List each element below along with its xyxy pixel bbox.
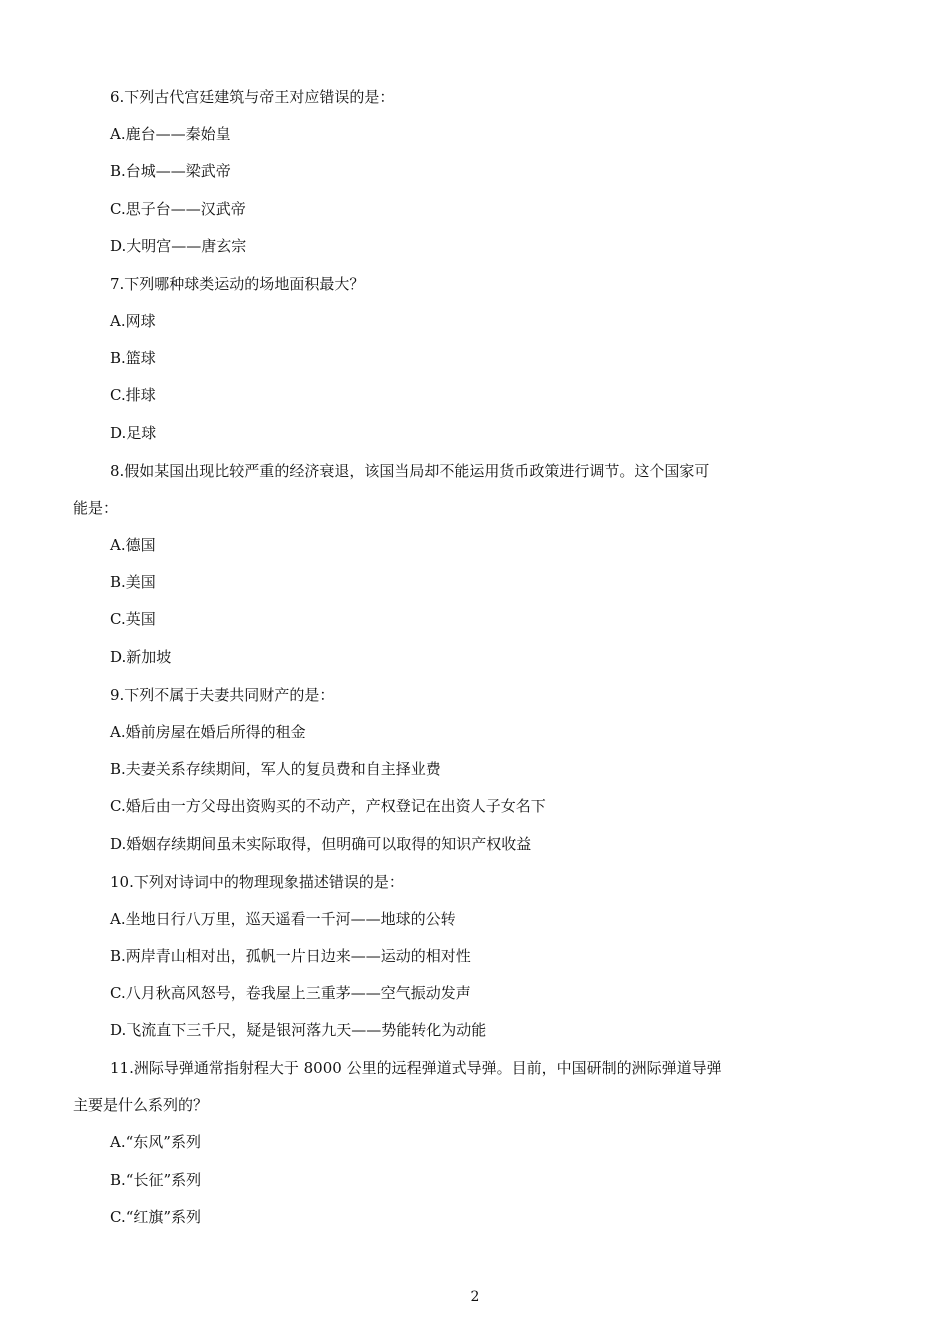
question-8-stem: 8.假如某国出现比较严重的经济衰退，该国当局却不能运用货币政策进行调节。这个国家可 — [110, 462, 710, 480]
question-7-option-d: D.足球 — [110, 424, 157, 442]
question-9-stem: 9.下列不属于夫妻共同财产的是： — [110, 686, 335, 704]
question-8-option-d: D.新加坡 — [110, 648, 172, 666]
question-8-option-a: A.德国 — [110, 536, 156, 554]
question-6-stem: 6.下列古代宫廷建筑与帝王对应错误的是： — [110, 88, 395, 106]
question-11-option-a: A.“东风”系列 — [110, 1133, 201, 1151]
question-10-option-c: C.八月秋高风怒号，卷我屋上三重茅——空气振动发声 — [110, 984, 471, 1002]
question-9-option-d: D.婚姻存续期间虽未实际取得，但明确可以取得的知识产权收益 — [110, 835, 532, 853]
question-8-option-b: B.美国 — [110, 573, 156, 591]
question-7-stem: 7.下列哪种球类运动的场地面积最大？ — [110, 275, 365, 293]
question-11-stem-continued: 主要是什么系列的？ — [73, 1096, 209, 1114]
question-9-option-c: C.婚后由一方父母出资购买的不动产，产权登记在出资人子女名下 — [110, 797, 546, 815]
question-7-option-c: C.排球 — [110, 386, 156, 404]
question-6-option-c: C.思子台——汉武帝 — [110, 200, 246, 218]
question-7-option-a: A.网球 — [110, 312, 156, 330]
question-11-option-b: B.“长征”系列 — [110, 1171, 202, 1189]
question-9-option-b: B.夫妻关系存续期间，军人的复员费和自主择业费 — [110, 760, 441, 778]
question-10-option-b: B.两岸青山相对出，孤帆一片日边来——运动的相对性 — [110, 947, 471, 965]
page-number: 2 — [470, 1289, 480, 1305]
question-11-option-c: C.“红旗”系列 — [110, 1208, 202, 1226]
question-6-option-a: A.鹿台——秦始皇 — [110, 125, 231, 143]
question-10-stem: 10.下列对诗词中的物理现象描述错误的是： — [110, 873, 404, 891]
question-8-stem-continued: 能是： — [73, 499, 119, 517]
question-7-option-b: B.篮球 — [110, 349, 156, 367]
question-8-option-c: C.英国 — [110, 610, 156, 628]
question-11-stem: 11.洲际导弹通常指射程大于 8000 公里的远程弹道式导弹。目前，中国研制的洲际弹道导弹 — [110, 1059, 722, 1077]
question-6-option-d: D.大明宫——唐玄宗 — [110, 237, 247, 255]
question-10-option-a: A.坐地日行八万里，巡天遥看一千河——地球的公转 — [110, 910, 456, 928]
question-9-option-a: A.婚前房屋在婚后所得的租金 — [110, 723, 306, 741]
question-6-option-b: B.台城——梁武帝 — [110, 162, 231, 180]
question-10-option-d: D.飞流直下三千尺，疑是银河落九天——势能转化为动能 — [110, 1021, 487, 1039]
